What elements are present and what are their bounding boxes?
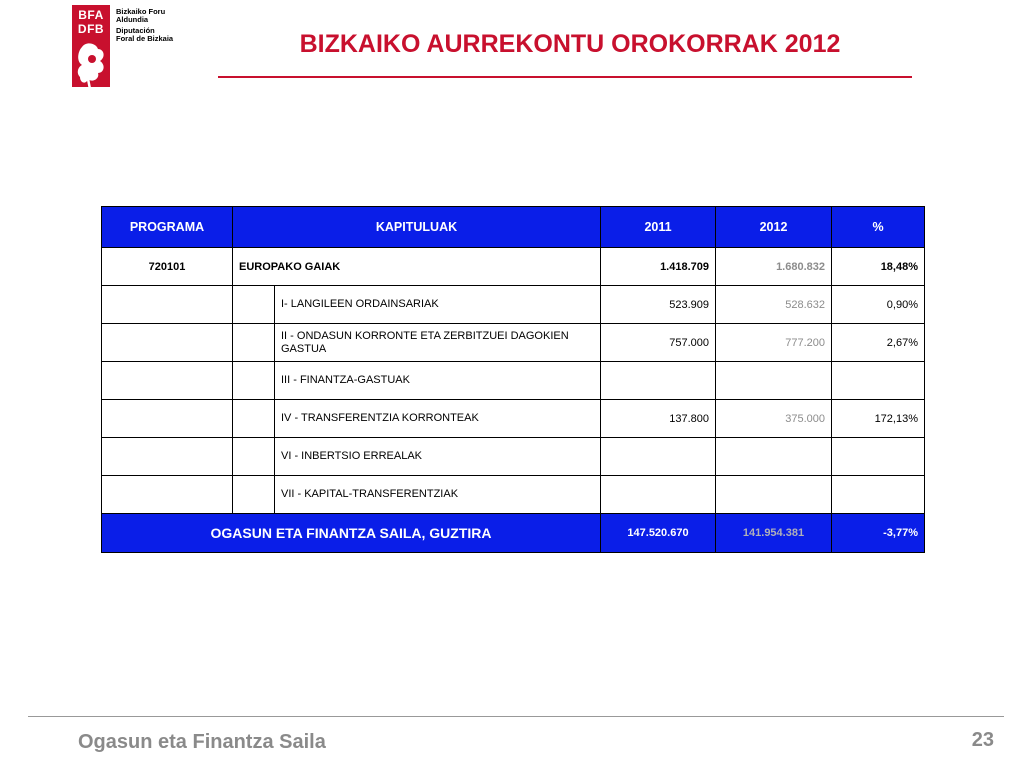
header-programa: PROGRAMA bbox=[102, 207, 233, 248]
empty-cell bbox=[102, 286, 233, 324]
chapter-2011 bbox=[601, 476, 716, 514]
chapter-percent bbox=[832, 362, 925, 400]
table-row bbox=[102, 324, 925, 362]
table-header-row bbox=[102, 207, 925, 248]
budget-table bbox=[101, 206, 925, 553]
chapter-2012: 375.000 bbox=[716, 400, 832, 438]
logo-text-line-1: Bizkaiko Foru bbox=[116, 7, 166, 16]
table-row bbox=[102, 286, 925, 324]
chapter-percent bbox=[832, 438, 925, 476]
logo-text-line-4: Foral de Bizkaia bbox=[116, 34, 174, 43]
program-code: 720101 bbox=[102, 248, 233, 286]
footer-divider bbox=[28, 716, 1004, 717]
table-row bbox=[102, 438, 925, 476]
chapter-percent: 172,13% bbox=[832, 400, 925, 438]
table-row bbox=[102, 362, 925, 400]
empty-cell bbox=[233, 362, 275, 400]
chapter-label: VII - KAPITAL-TRANSFERENTZIAK bbox=[275, 476, 601, 514]
logo-abbr-dfb: DFB bbox=[77, 22, 105, 36]
chapter-2011 bbox=[601, 438, 716, 476]
program-row bbox=[102, 248, 925, 286]
empty-cell bbox=[233, 286, 275, 324]
chapter-2011: 523.909 bbox=[601, 286, 716, 324]
footer-department: Ogasun eta Finantza Saila bbox=[78, 731, 326, 753]
logo-red-block bbox=[72, 5, 110, 87]
chapter-2012 bbox=[716, 438, 832, 476]
empty-cell bbox=[233, 400, 275, 438]
chapter-2011: 757.000 bbox=[601, 324, 716, 362]
table-row bbox=[102, 400, 925, 438]
chapter-label: II - ONDASUN KORRONTE ETA ZERBITZUEI DAGOKIEN GASTUA bbox=[275, 324, 601, 362]
page-number: 23 bbox=[971, 729, 994, 751]
chapter-2012 bbox=[716, 476, 832, 514]
program-2012: 1.680.832 bbox=[716, 248, 832, 286]
logo-text-line-2: Aldundia bbox=[116, 15, 149, 24]
total-2012: 141.954.381 bbox=[716, 514, 832, 553]
empty-cell bbox=[102, 476, 233, 514]
chapter-2012: 528.632 bbox=[716, 286, 832, 324]
total-row bbox=[102, 514, 925, 553]
table-row bbox=[102, 476, 925, 514]
empty-cell bbox=[102, 438, 233, 476]
chapter-percent bbox=[832, 476, 925, 514]
program-percent: 18,48% bbox=[832, 248, 925, 286]
chapter-2012 bbox=[716, 362, 832, 400]
empty-cell bbox=[233, 438, 275, 476]
program-name: EUROPAKO GAIAK bbox=[233, 248, 601, 286]
header-percent: % bbox=[832, 207, 925, 248]
chapter-label: VI - INBERTSIO ERREALAK bbox=[275, 438, 601, 476]
chapter-2011: 137.800 bbox=[601, 400, 716, 438]
total-label: OGASUN ETA FINANTZA SAILA, GUZTIRA bbox=[102, 514, 601, 553]
empty-cell bbox=[233, 476, 275, 514]
chapter-2012: 777.200 bbox=[716, 324, 832, 362]
header-2011: 2011 bbox=[601, 207, 716, 248]
empty-cell bbox=[102, 324, 233, 362]
logo-text-line-3: Diputación bbox=[116, 26, 155, 35]
total-percent: -3,77% bbox=[832, 514, 925, 553]
page-title: BIZKAIKO AURREKONTU OROKORRAK 2012 bbox=[299, 30, 841, 58]
header-2012: 2012 bbox=[716, 207, 832, 248]
chapter-label: III - FINANTZA-GASTUAK bbox=[275, 362, 601, 400]
oak-leaf-icon bbox=[76, 39, 108, 91]
bfa-logo bbox=[72, 5, 182, 93]
total-2011: 147.520.670 bbox=[601, 514, 716, 553]
logo-abbr-bfa: BFA bbox=[78, 8, 104, 22]
empty-cell bbox=[102, 362, 233, 400]
program-2011: 1.418.709 bbox=[601, 248, 716, 286]
chapter-label: IV - TRANSFERENTZIA KORRONTEAK bbox=[275, 400, 601, 438]
chapter-label: I- LANGILEEN ORDAINSARIAK bbox=[275, 286, 601, 324]
empty-cell bbox=[233, 324, 275, 362]
chapter-2011 bbox=[601, 362, 716, 400]
chapter-percent: 0,90% bbox=[832, 286, 925, 324]
header-kapituluak: KAPITULUAK bbox=[233, 207, 601, 248]
chapter-percent: 2,67% bbox=[832, 324, 925, 362]
empty-cell bbox=[102, 400, 233, 438]
title-divider bbox=[218, 76, 912, 78]
